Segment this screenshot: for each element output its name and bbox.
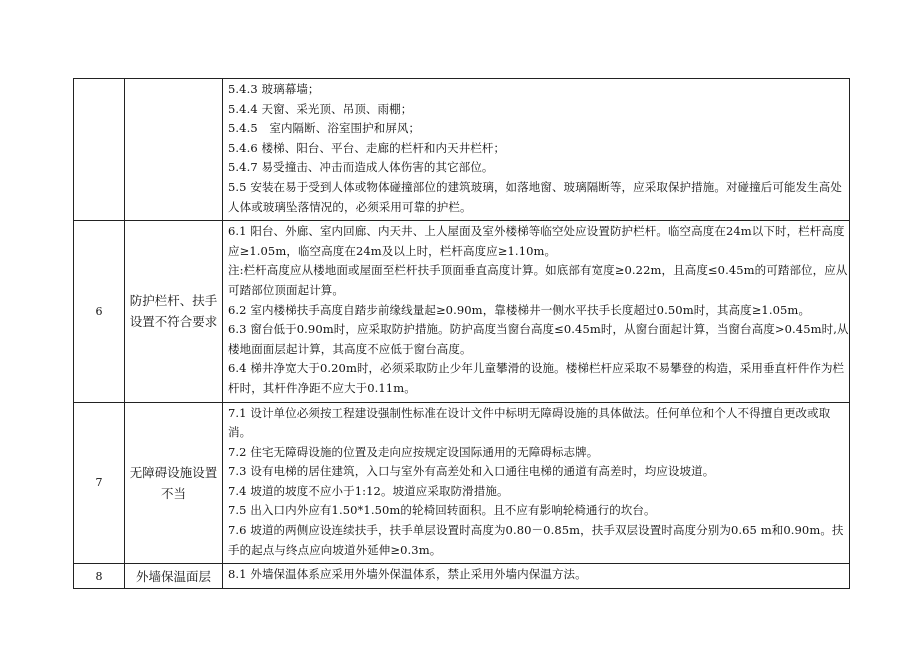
requirement-line: 7.2 住宅无障碍设施的位置及走向应按规定设国际通用的无障碍标志牌。	[228, 444, 599, 459]
row-requirements	[223, 221, 850, 402]
table-row	[74, 564, 850, 589]
row-item	[125, 79, 223, 221]
row-requirements	[223, 402, 850, 564]
table-row	[74, 402, 850, 564]
requirement-line: 7.6 坡道的两侧应设连续扶手，扶手单层设置时高度为0.80－0.85m，扶手双层设置时高度分别为0.65 m和0.90m。扶手的起点与终点应向坡道外延伸≥0.3m。	[228, 523, 844, 557]
requirement-line: 5.4.7 易受撞击、冲击而造成人体伤害的其它部位。	[228, 160, 494, 175]
requirement-line: 5.4.4 天窗、采光顶、吊顶、雨棚；	[228, 101, 413, 116]
row-number: 7	[74, 402, 125, 564]
table-row	[74, 221, 850, 402]
row-number: 8	[74, 564, 125, 589]
requirement-line: 8.1 外墙保温体系应采用外墙外保温体系，禁止采用外墙内保温方法。	[228, 567, 587, 582]
row-item: 无障碍设施设置不当	[125, 402, 223, 564]
requirement-line: 6.3 窗台低于0.90m时，应采取防护措施。防护高度当窗台高度≤0.45m时，从窗台面起计算，当窗台高度>0.45m时,从楼地面面层起计算，其高度不应低于窗台高度。	[228, 322, 849, 356]
requirement-line: 7.4 坡道的坡度不应小于1:12。坡道应采取防滑措施。	[228, 483, 509, 498]
requirement-line: 5.4.5 室内隔断、浴室围护和屏风；	[228, 121, 421, 136]
requirement-line: 6.2 室内楼梯扶手高度自踏步前缘线量起≥0.90m，靠楼梯井一侧水平扶手长度超过0.50m时，其高度≥1.05m。	[228, 302, 811, 317]
requirements-table	[73, 78, 850, 589]
row-item: 防护栏杆、扶手设置不符合要求	[125, 221, 223, 402]
table-row	[74, 79, 850, 221]
requirement-line: 7.5 出入口内外应有1.50*1.50m的轮椅回转面积。且不应有影响轮椅通行的坎台。	[228, 503, 656, 518]
requirement-line: 注:栏杆高度应从楼地面或屋面至栏杆扶手顶面垂直高度计算。如底部有宽度≥0.22m，且高度≤0.45m的可踏部位，应从可踏部位顶面起计算。	[228, 263, 848, 297]
requirement-line: 5.5 安装在易于受到人体或物体碰撞部位的建筑玻璃，如落地窗、玻璃隔断等，应采取保护措施。对碰撞后可能发生高处人体或玻璃坠落情况的，必须采用可靠的护栏。	[228, 179, 842, 214]
row-requirements	[223, 564, 850, 589]
row-number: 6	[74, 221, 125, 402]
row-requirements	[223, 79, 850, 221]
row-item: 外墙保温面层	[125, 564, 223, 589]
requirement-line: 5.4.3 玻璃幕墙；	[228, 82, 320, 96]
requirement-line: 6.4 梯井净宽大于0.20m时，必须采取防止少年儿童攀滑的设施。楼梯栏杆应采取不易攀登的构造，采用垂直杆件作为栏杆时，其杆件净距不应大于0.11m。	[228, 361, 845, 395]
requirement-line: 7.3 设有电梯的居住建筑，入口与室外有高差处和入口通往电梯的通道有高差时，均应设坡道。	[228, 464, 715, 479]
row-number	[74, 79, 125, 221]
requirement-line: 7.1 设计单位必须按工程建设强制性标准在设计文件中标明无障碍设施的具体做法。任何单位和个人不得擅自更改或取消。	[228, 405, 831, 440]
requirement-line: 5.4.6 楼梯、阳台、平台、走廊的栏杆和内天井栏杆；	[228, 140, 506, 155]
requirement-line: 6.1 阳台、外廊、室内回廊、内天井、上人屋面及室外楼梯等临空处应设置防护栏杆。临空高度在24m以下时，栏杆高度应≥1.05m，临空高度在24m及以上时，栏杆高度应≥1.10m。	[228, 224, 845, 258]
